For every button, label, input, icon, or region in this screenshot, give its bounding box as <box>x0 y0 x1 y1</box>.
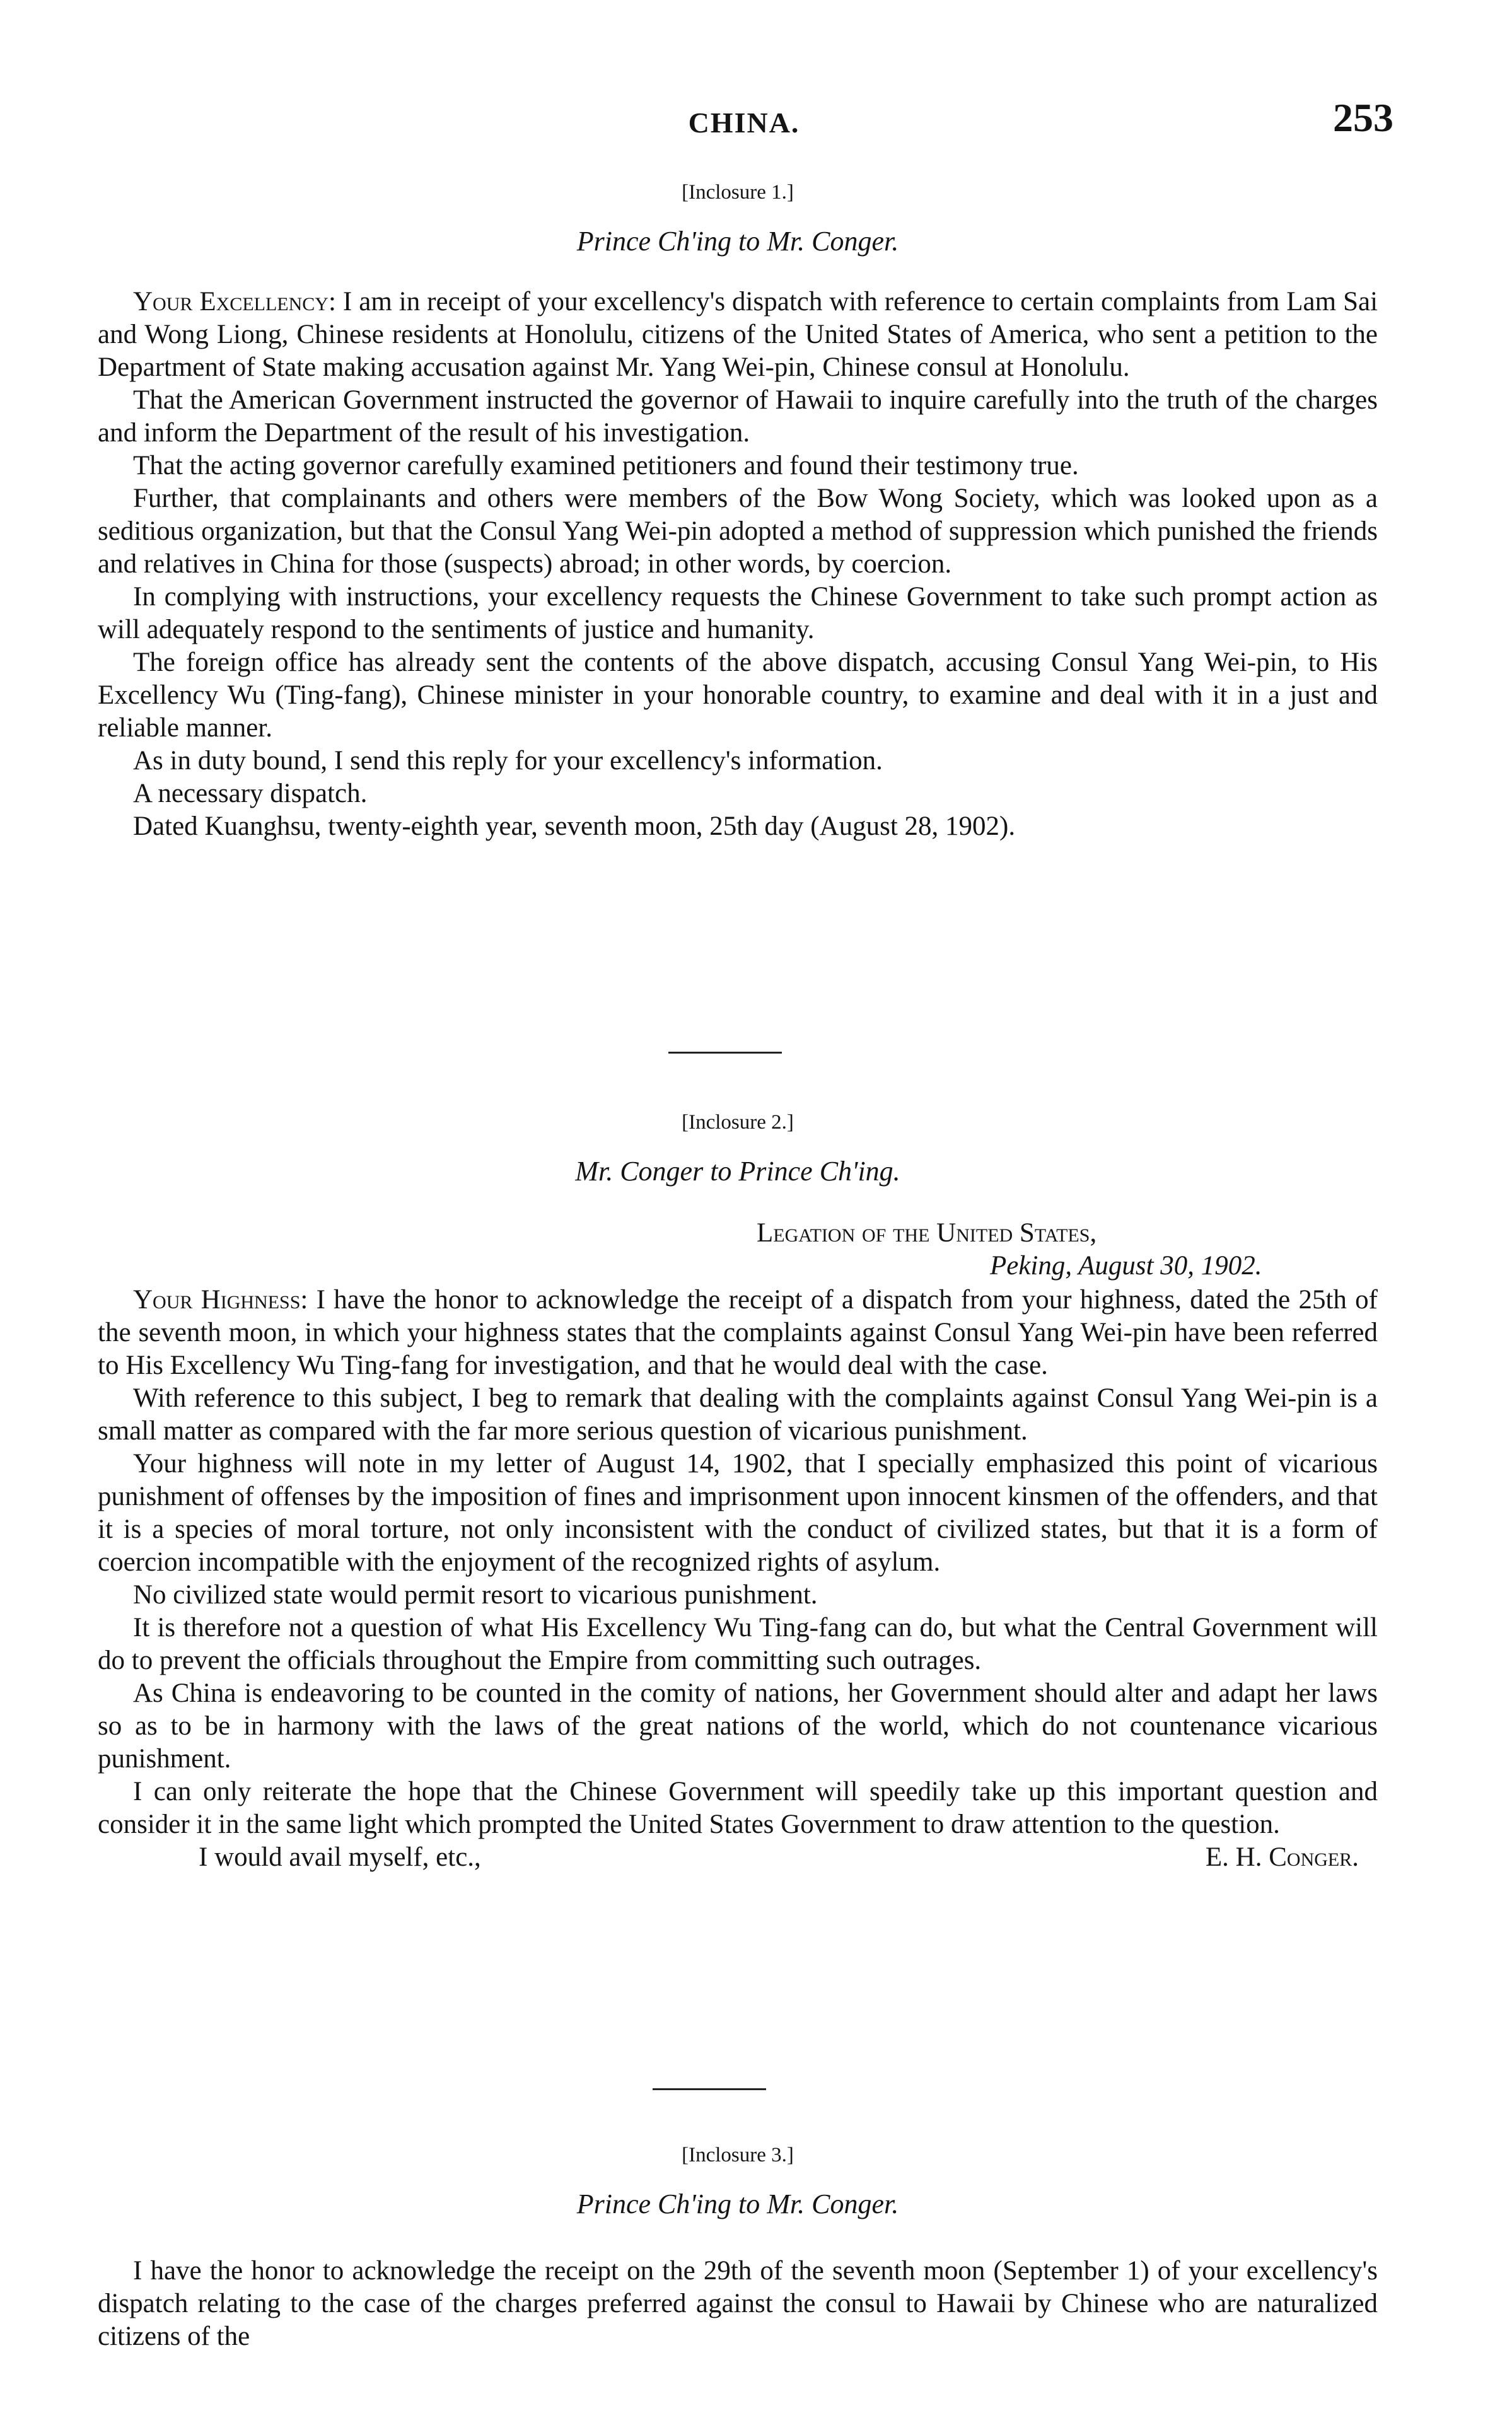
paragraph: With reference to this subject, I beg to remark that dealing with the complaints against Consul Yang Wei-pin is a small matter as compared with the far more serious question of vicarious punishment. <box>98 1383 1378 1446</box>
inclosure-label: [Inclosure 1.] <box>682 181 794 204</box>
section-divider <box>653 2088 766 2090</box>
paragraph: A necessary dispatch. <box>133 779 368 808</box>
paragraph: That the acting governor carefully examined petitioners and found their testimony true. <box>133 451 1079 480</box>
closing: I would avail myself, etc., <box>199 1842 481 1872</box>
signature: E. H. Conger. <box>1205 1842 1359 1872</box>
page-number: 253 <box>1333 95 1393 140</box>
letter-title: Prince Ch'ing to Mr. Conger. <box>576 2189 899 2219</box>
paragraph: Your highness will note in my letter of August 14, 1902, that I specially emphasized this point of vicarious punishment of offenses by the imposition of fines and imprisonment upon innocent kinsmen of the offenders, and that it is a species of moral torture, not only inconsistent with the conduct of civilized states, but that it is a form of coercion incompatible with the enjoyment of the recognized rights of asylum. <box>98 1449 1378 1577</box>
place-date: Peking, August 30, 1902. <box>990 1251 1262 1281</box>
section-divider <box>668 1052 782 1054</box>
paragraph: That the American Government instructed the governor of Hawaii to inquire carefully into the truth of the charges and inform the Department of the result of his investigation. <box>98 385 1378 448</box>
legation-line: Legation of the United States, <box>757 1218 1097 1248</box>
paragraph: In complying with instructions, your excellency requests the Chinese Government to take such prompt action as will adequately respond to the sentiments of justice and humanity. <box>98 582 1378 644</box>
running-title: CHINA. <box>688 107 800 139</box>
inclosure-label: [Inclosure 3.] <box>682 2144 794 2166</box>
paragraph: Your Excellency: I am in receipt of your excellency's dispatch with reference to certain complaints from Lam Sai and Wong Liong, Chinese residents at Honolulu, citizens of the United States of America, who sent a petition to the Department of State making accusation against Mr. Yang Wei-pin, Chinese consul at Honolulu. <box>98 287 1378 382</box>
paragraph: I can only reiterate the hope that the Chinese Government will speedily take up this important question and consider it in the same light which prompted the United States Government to draw attention to the question. <box>98 1777 1378 1839</box>
paragraph: Your Highness: I have the honor to acknowledge the receipt of a dispatch from your highness, dated the 25th of the seventh moon, in which your highness states that the complaints against Consul Yang Wei-pin have been referred to His Excellency Wu Ting-fang for investigation, and that he would deal with the case. <box>98 1285 1378 1380</box>
paragraph: Further, that complainants and others were members of the Bow Wong Society, which was looked upon as a seditious organization, but that the Consul Yang Wei-pin adopted a method of suppression which punished the friends and relatives in China for those (suspects) abroad; in other words, by coercion. <box>98 484 1378 579</box>
salutation: Your Highness: <box>133 1285 308 1315</box>
letter-title: Mr. Conger to Prince Ch'ing. <box>575 1156 900 1187</box>
paragraph: The foreign office has already sent the contents of the above dispatch, accusing Consul Yang Wei-pin, to His Excellency Wu (Ting-fang), Chinese minister in your honorable country, to examine and deal with it in a just and reliable manner. <box>98 648 1378 743</box>
paragraph: Dated Kuanghsu, twenty-eighth year, seventh moon, 25th day (August 28, 1902). <box>133 811 1016 841</box>
paragraph: No civilized state would permit resort to vicarious punishment. <box>133 1580 818 1610</box>
letter-heading <box>757 1217 1378 1282</box>
running-head <box>95 95 1393 145</box>
paragraph: It is therefore not a question of what His Excellency Wu Ting-fang can do, but what the Central Government will do to prevent the officials throughout the Empire from committing such outrages. <box>98 1613 1378 1675</box>
letter-body <box>98 2255 1378 2353</box>
letter-title: Prince Ch'ing to Mr. Conger. <box>576 226 899 257</box>
letter-body <box>98 286 1378 843</box>
inclosure-2 <box>98 1110 1378 1874</box>
letter-body <box>98 1284 1378 1874</box>
inclosure-1 <box>98 180 1378 843</box>
paragraph: I have the honor to acknowledge the receipt on the 29th of the seventh moon (September 1) of your excellency's dispatch relating to the case of the charges preferred against the consul to Hawaii by Chinese who are naturalized citizens of the <box>98 2256 1378 2351</box>
inclosure-3 <box>98 2142 1378 2353</box>
salutation: Your Excellency: <box>133 287 336 317</box>
paragraph: As in duty bound, I send this reply for your excellency's information. <box>133 746 883 776</box>
closing-row <box>98 1841 1378 1874</box>
inclosure-label: [Inclosure 2.] <box>682 1111 794 1134</box>
paragraph: As China is endeavoring to be counted in the comity of nations, her Government should alter and adapt her laws so as to be in harmony with the laws of the great nations of the world, which do not countenance vicarious punishment. <box>98 1678 1378 1774</box>
